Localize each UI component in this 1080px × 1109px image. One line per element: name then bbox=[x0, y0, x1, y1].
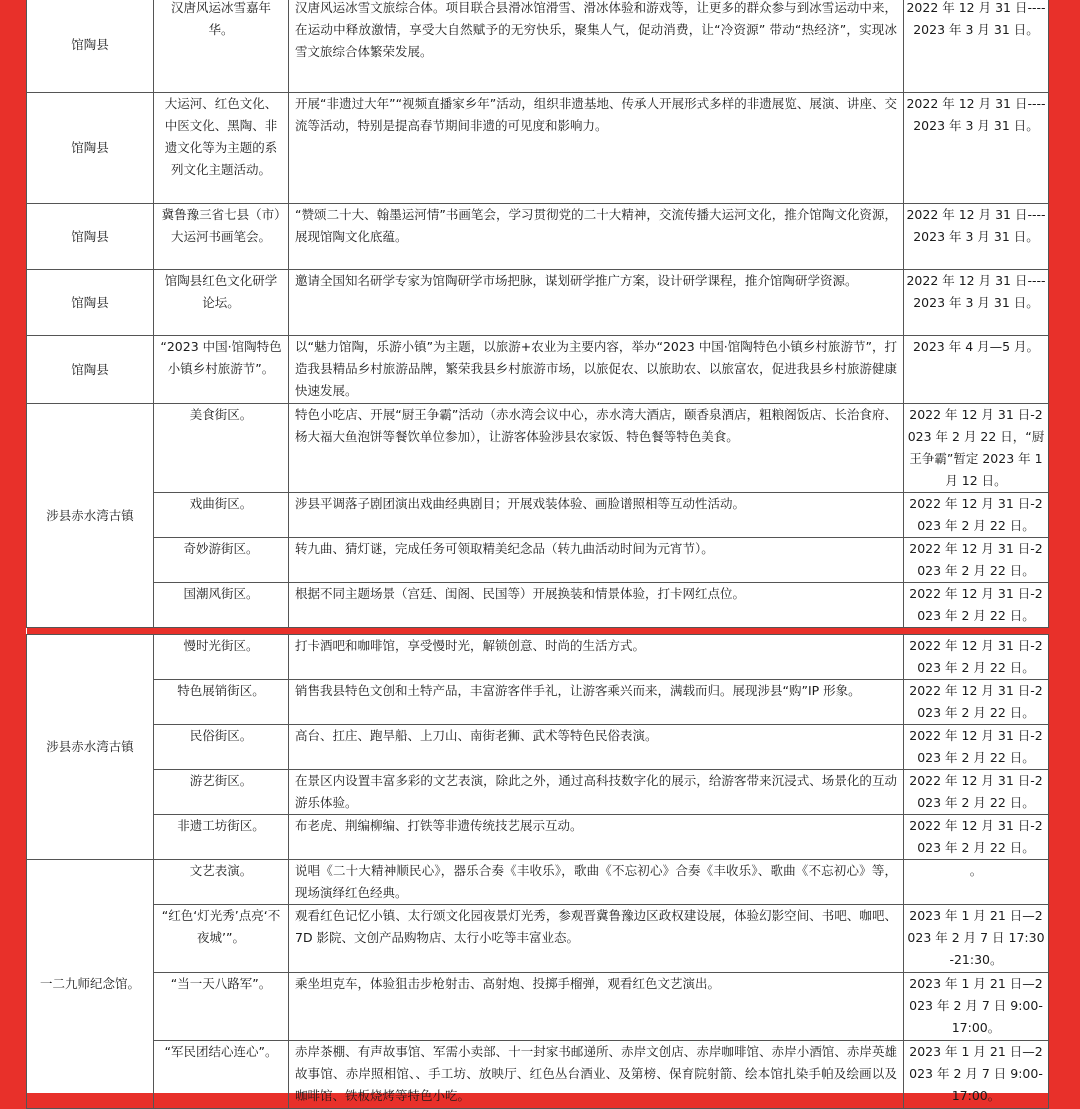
description-cell: 汉唐风运冰雪文旅综合体。项目联合县滑冰馆滑雪、滑冰体验和游戏等，让更多的群众参与到冰雪运动中来，在运动中释放激情，享受大自然赋予的无穷快乐，聚集人气，促动消费，让“冷资源” 带动“热经济”，实现冰雪文旅综合体繁荣发展。 bbox=[289, 0, 904, 93]
location-cell: 馆陶县 bbox=[27, 0, 154, 93]
location-cell: 馆陶县 bbox=[27, 270, 154, 336]
table-row bbox=[27, 204, 1049, 270]
date-cell: 2022 年 12 月 31 日-2023 年 2 月 22 日。 bbox=[904, 493, 1049, 538]
table-row bbox=[27, 815, 1049, 860]
table-row bbox=[27, 680, 1049, 725]
activity-cell: 馆陶县红色文化研学论坛。 bbox=[154, 270, 289, 336]
table-row bbox=[27, 770, 1049, 815]
date-cell: 2022 年 12 月 31 日-2023 年 2 月 22 日。 bbox=[904, 725, 1049, 770]
table-row bbox=[27, 860, 1049, 905]
date-cell: 2022 年 12 月 31 日-2023 年 2 月 22 日。 bbox=[904, 815, 1049, 860]
activity-cell: “当一天八路军”。 bbox=[154, 973, 289, 1041]
description-cell: 布老虎、荆编柳编、打铁等非遗传统技艺展示互动。 bbox=[289, 815, 904, 860]
date-cell: 2023 年 1 月 21 日—2023 年 2 月 7 日 17:30-21:30。 bbox=[904, 905, 1049, 973]
description-cell: 邀请全国知名研学专家为馆陶研学市场把脉，谋划研学推广方案，设计研学课程，推介馆陶研学资源。 bbox=[289, 270, 904, 336]
description-cell: 在景区内设置丰富多彩的文艺表演，除此之外，通过高科技数字化的展示，给游客带来沉浸式、场景化的互动游乐体验。 bbox=[289, 770, 904, 815]
table-row bbox=[27, 0, 1049, 93]
date-cell: 2023 年 1 月 21 日—2023 年 2 月 7 日 9:00-17:00。 bbox=[904, 1041, 1049, 1109]
date-cell: 2022 年 12 月 31 日-2023 年 2 月 22 日。 bbox=[904, 770, 1049, 815]
table-row bbox=[27, 404, 1049, 493]
date-cell: 2023 年 1 月 21 日—2023 年 2 月 7 日 9:00-17:00。 bbox=[904, 973, 1049, 1041]
table-row bbox=[27, 725, 1049, 770]
description-cell: 观看红色记忆小镇、太行颂文化园夜景灯光秀，参观晋冀鲁豫边区政权建设展，体验幻影空间、书吧、咖吧、7D 影院、文创产品购物店、太行小吃等丰富业态。 bbox=[289, 905, 904, 973]
date-cell: 2022 年 12 月 31 日-2023 年 2 月 22 日。 bbox=[904, 538, 1049, 583]
activity-cell: 民俗街区。 bbox=[154, 725, 289, 770]
description-cell: 说唱《二十大精神顺民心》，器乐合奏《丰收乐》，歌曲《不忘初心》合奏《丰收乐》、歌曲《不忘初心》等，现场演绎红色经典。 bbox=[289, 860, 904, 905]
activity-cell: “红色‘灯光秀’点亮‘不夜城’”。 bbox=[154, 905, 289, 973]
table-row bbox=[27, 336, 1049, 404]
location-cell: 涉县赤水湾古镇 bbox=[27, 404, 154, 628]
table-row bbox=[27, 635, 1049, 680]
description-cell: 以“魅力馆陶，乐游小镇”为主题，以旅游+农业为主要内容，举办“2023 中国·馆陶特色小镇乡村旅游节”，打造我县精品乡村旅游品牌，繁荣我县乡村旅游市场，以旅促农、以旅助农、以旅富农，促进我县乡村旅游健康快速发展。 bbox=[289, 336, 904, 404]
activity-cell: 国潮风街区。 bbox=[154, 583, 289, 628]
table-row bbox=[27, 93, 1049, 204]
date-cell: 2022 年 12 月 31 日----2023 年 3 月 31 日。 bbox=[904, 93, 1049, 204]
date-cell: 2022 年 12 月 31 日-2023 年 2 月 22 日。 bbox=[904, 583, 1049, 628]
activity-cell: 美食街区。 bbox=[154, 404, 289, 493]
date-cell: 2022 年 12 月 31 日-2023 年 2 月 22 日。 bbox=[904, 680, 1049, 725]
location-cell: 馆陶县 bbox=[27, 336, 154, 404]
location-cell: 馆陶县 bbox=[27, 204, 154, 270]
activity-cell: 特色展销街区。 bbox=[154, 680, 289, 725]
location-cell: 一二九师纪念馆。 bbox=[27, 860, 154, 1109]
activity-cell: 文艺表演。 bbox=[154, 860, 289, 905]
location-cell: 馆陶县 bbox=[27, 93, 154, 204]
activity-cell: 慢时光街区。 bbox=[154, 635, 289, 680]
date-cell: 2022 年 12 月 31 日----2023 年 3 月 31 日。 bbox=[904, 270, 1049, 336]
description-cell: 高台、扛庄、跑旱船、上刀山、南街老狮、武术等特色民俗表演。 bbox=[289, 725, 904, 770]
activity-table bbox=[26, 0, 1049, 1109]
description-cell: 赤岸茶棚、有声故事馆、军需小卖部、十一封家书邮递所、赤岸文创店、赤岸咖啡馆、赤岸小酒馆、赤岸英雄故事馆、赤岸照相馆、、手工坊、放映厅、红色丛台酒业、及第榜、保育院射箭、绘本馆扎染手帕及绘画以及咖啡馆、铁板烧烤等特色小吃。 bbox=[289, 1041, 904, 1109]
activity-cell: “2023 中国·馆陶特色小镇乡村旅游节”。 bbox=[154, 336, 289, 404]
activity-cell: 汉唐风运冰雪嘉年华。 bbox=[154, 0, 289, 93]
description-cell: 开展“非遗过大年”“视频直播家乡年”活动，组织非遗基地、传承人开展形式多样的非遗展览、展演、讲座、交流等活动，特别是提高春节期间非遗的可见度和影响力。 bbox=[289, 93, 904, 204]
description-cell: 打卡酒吧和咖啡馆，享受慢时光，解锁创意、时尚的生活方式。 bbox=[289, 635, 904, 680]
table-row bbox=[27, 493, 1049, 538]
date-cell: 2022 年 12 月 31 日----2023 年 3 月 31 日。 bbox=[904, 204, 1049, 270]
document-page bbox=[26, 0, 1048, 1103]
description-cell: 根据不同主题场景（宫廷、闺阁、民国等）开展换装和情景体验，打卡网红点位。 bbox=[289, 583, 904, 628]
table-row bbox=[27, 973, 1049, 1041]
table-row bbox=[27, 1041, 1049, 1109]
table-row bbox=[27, 270, 1049, 336]
page-break bbox=[27, 628, 1049, 635]
date-cell: 2022 年 12 月 31 日-2023 年 2 月 22 日。 bbox=[904, 635, 1049, 680]
description-cell: 涉县平调落子剧团演出戏曲经典剧目；开展戏装体验、画脸谱照相等互动性活动。 bbox=[289, 493, 904, 538]
table-row bbox=[27, 583, 1049, 628]
date-cell: 2022 年 12 月 31 日-2023 年 2 月 22 日，“厨王争霸”暂定 2023 年 1 月 12 日。 bbox=[904, 404, 1049, 493]
activity-cell: 非遗工坊街区。 bbox=[154, 815, 289, 860]
activity-cell: 冀鲁豫三省七县（市）大运河书画笔会。 bbox=[154, 204, 289, 270]
activity-cell: 戏曲街区。 bbox=[154, 493, 289, 538]
date-cell: 2022 年 12 月 31 日----2023 年 3 月 31 日。 bbox=[904, 0, 1049, 93]
activity-cell: 奇妙游街区。 bbox=[154, 538, 289, 583]
description-cell: 特色小吃店、开展“厨王争霸”活动（赤水湾会议中心，赤水湾大酒店，颐香泉酒店，粗粮阁饭店、长治食府、杨大福大鱼泡饼等餐饮单位参加），让游客体验涉县农家饭、特色餐等特色美食。 bbox=[289, 404, 904, 493]
activity-cell: 大运河、红色文化、中医文化、黑陶、非遗文化等为主题的系列文化主题活动。 bbox=[154, 93, 289, 204]
table-row bbox=[27, 538, 1049, 583]
description-cell: 乘坐坦克车，体验狙击步枪射击、高射炮、投掷手榴弹，观看红色文艺演出。 bbox=[289, 973, 904, 1041]
description-cell: 转九曲、猜灯谜，完成任务可领取精美纪念品（转九曲活动时间为元宵节）。 bbox=[289, 538, 904, 583]
description-cell: 销售我县特色文创和土特产品，丰富游客伴手礼，让游客乘兴而来，满载而归。展现涉县“购”IP 形象。 bbox=[289, 680, 904, 725]
location-cell: 涉县赤水湾古镇 bbox=[27, 635, 154, 860]
date-cell: 2023 年 4 月—5 月。 bbox=[904, 336, 1049, 404]
date-cell: 。 bbox=[904, 860, 1049, 905]
table-row bbox=[27, 905, 1049, 973]
description-cell: “赞颂二十大、翰墨运河情”书画笔会，学习贯彻党的二十大精神，交流传播大运河文化，推介馆陶文化资源，展现馆陶文化底蕴。 bbox=[289, 204, 904, 270]
activity-cell: 游艺街区。 bbox=[154, 770, 289, 815]
activity-cell: “军民团结心连心”。 bbox=[154, 1041, 289, 1109]
